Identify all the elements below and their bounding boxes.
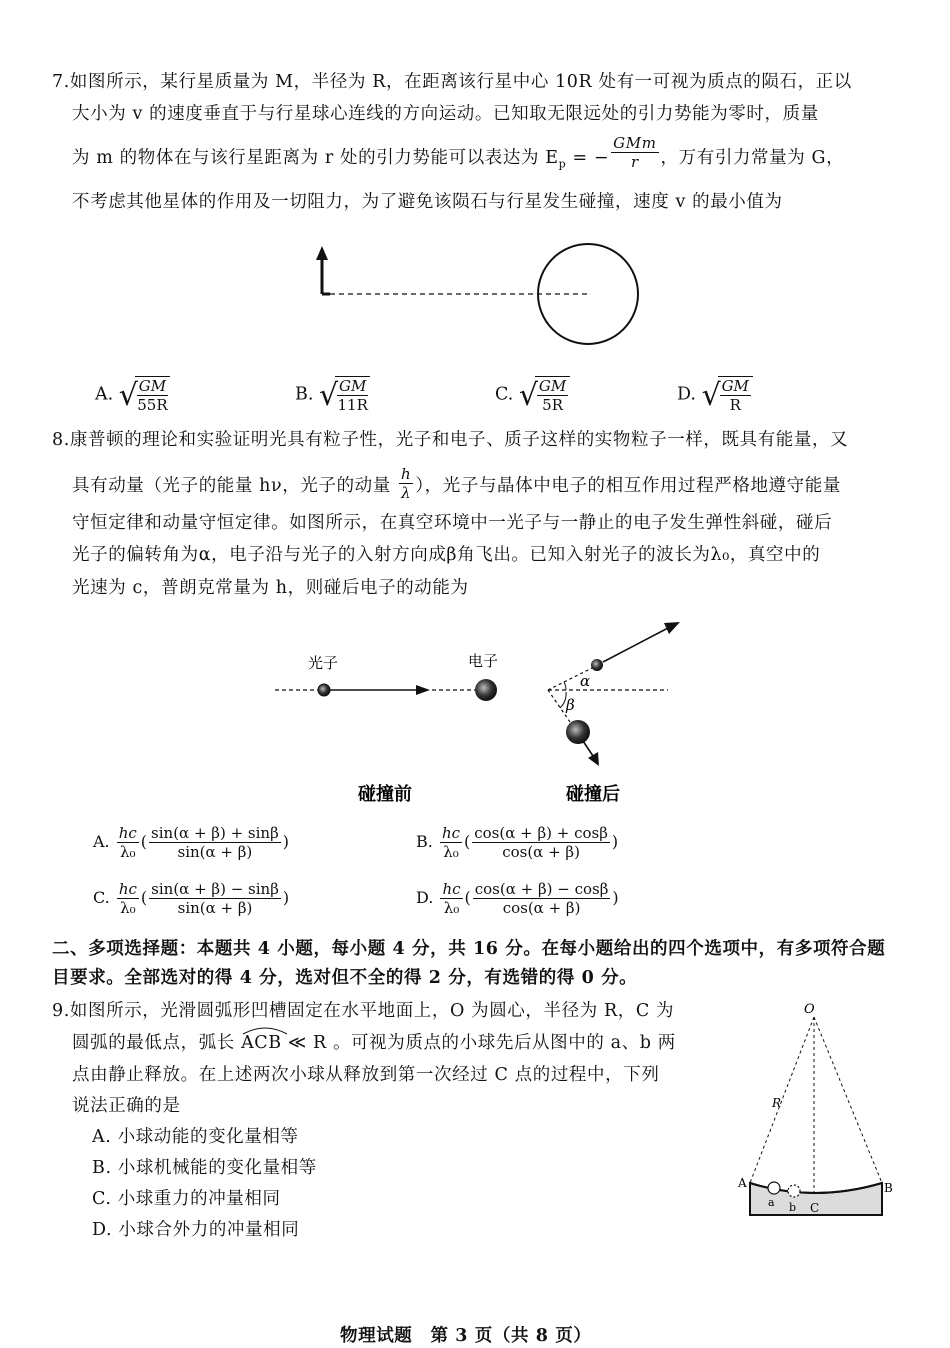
electron-particle bbox=[475, 679, 497, 701]
q7-line3-text: 为 m 的物体在与该行星距离为 r 处的引力势能可以表达为 E bbox=[72, 148, 559, 168]
q8-option-b-label: B. bbox=[416, 832, 433, 851]
q8-option-a-pre-den: λ₀ bbox=[120, 843, 136, 861]
scattered-photon bbox=[591, 659, 603, 671]
q8-line3: 守恒定律和动量守恒定律。如图所示，在真空环境中一光子与一静止的电子发生弹性斜碰，碰后 bbox=[72, 513, 833, 533]
ball-a bbox=[768, 1182, 780, 1194]
section2-line2: 目要求。全部选对的得 4 分，选对但不全的得 2 分，有选错的得 0 分。 bbox=[52, 968, 638, 988]
q8-option-c-label: C. bbox=[93, 888, 110, 907]
photon-label: 光子 bbox=[308, 654, 339, 672]
q8-line5: 光速为 c，普朗克常量为 h，则碰后电子的动能为 bbox=[72, 578, 469, 598]
q8-option-a-pre-num: hc bbox=[118, 824, 137, 842]
q8-option-a[interactable]: A. $\frac{hc}{\text{λ₀}}$ ( $\frac{\sin(\alpha + \beta) + \sin\beta}{\sin(\alpha + \beta)}$ ) bbox=[93, 824, 289, 861]
point-a-upper-label: A bbox=[738, 1176, 747, 1190]
q7-frac-den: r bbox=[630, 153, 639, 171]
electron-label: 电子 bbox=[468, 652, 499, 670]
q8-option-b[interactable]: B. $\frac{hc}{\text{λ₀}}$ ( $\frac{\cos(\alpha + \beta) + \cos\beta}{\cos(\alpha + \beta)}$ ) bbox=[416, 824, 619, 861]
velocity-arrow bbox=[316, 246, 330, 294]
q8-line2 bbox=[72, 465, 841, 505]
planet-circle bbox=[538, 244, 638, 344]
q9-figure bbox=[730, 995, 905, 1225]
section2-line1: 二、多项选择题：本题共 4 小题，每小题 4 分，共 16 分。在每小题给出的四个选项中，有多项符合题 bbox=[52, 939, 886, 959]
q9-line2-text: 圆弧的最低点，弧长 bbox=[72, 1033, 242, 1053]
point-b-label: b bbox=[789, 1201, 797, 1214]
q7-option-b[interactable] bbox=[295, 376, 370, 414]
q9-option-b[interactable]: B. 小球机械能的变化量相等 bbox=[92, 1158, 317, 1178]
recoil-electron-arrow bbox=[583, 741, 593, 756]
q7-option-a-label: A. bbox=[95, 384, 114, 405]
q7-frac-num: GMm bbox=[613, 134, 657, 152]
q7-option-d-sqrt: √ $\frac{GM}{R}$ bbox=[702, 376, 753, 414]
q8-figure bbox=[270, 610, 690, 810]
point-b-upper-label: B bbox=[884, 1181, 893, 1195]
q7-potential-fraction bbox=[611, 134, 658, 171]
q8-line2-text: 具有动量（光子的能量 hν，光子的动量 bbox=[72, 476, 398, 496]
q7-option-c[interactable] bbox=[495, 376, 570, 414]
q7-option-c-label: C. bbox=[495, 384, 514, 405]
radius-right bbox=[814, 1017, 882, 1183]
q8-option-b-den: cos(α + β) bbox=[502, 843, 580, 861]
q9-option-c[interactable]: C. 小球重力的冲量相同 bbox=[92, 1189, 281, 1209]
ball-b bbox=[788, 1185, 800, 1197]
q8-option-a-label: A. bbox=[93, 832, 110, 851]
before-label: 碰撞前 bbox=[358, 784, 412, 805]
q8-line4: 光子的偏转角为α，电子沿与光子的入射方向成β角飞出。已知入射光子的波长为λ₀，真空中的 bbox=[72, 545, 821, 565]
q7-option-c-sqrt: √ $\frac{GM}{5R}$ bbox=[519, 376, 570, 414]
photon-particle bbox=[318, 684, 330, 696]
q9-option-d[interactable]: D. 小球合外力的冲量相同 bbox=[92, 1220, 300, 1240]
q7-ep-subscript: p bbox=[558, 157, 567, 171]
q7-figure bbox=[300, 240, 660, 350]
q8-option-d-label: D. bbox=[416, 888, 434, 907]
q7-option-c-den: 5R bbox=[542, 396, 564, 414]
q9-arc-label: ACB bbox=[241, 1033, 282, 1053]
q8-option-c[interactable]: C. $\frac{hc}{\text{λ₀}}$ ( $\frac{\sin(\alpha + \beta) - \sin\beta}{\sin(\alpha + \beta)}$ ) bbox=[93, 880, 290, 917]
q9-option-a[interactable]: A. 小球动能的变化量相等 bbox=[92, 1127, 299, 1147]
q8-line1: 8.康普顿的理论和实验证明光具有粒子性，光子和电子、质子这样的实物粒子一样，既具有能量，又 bbox=[52, 430, 849, 450]
q8-option-d-pre-num: hc bbox=[442, 880, 461, 898]
q7-option-a-num: GM bbox=[138, 377, 167, 395]
q9-line4: 说法正确的是 bbox=[72, 1096, 181, 1116]
recoil-electron bbox=[566, 720, 590, 744]
q7-option-a-sqrt: √ $\frac{GM}{55R}$ bbox=[119, 376, 170, 414]
q7-line2: 大小为 v 的速度垂直于与行星球心连线的方向运动。已知取无限远处的引力势能为零时，质量 bbox=[72, 104, 819, 124]
q8-momentum-fraction bbox=[399, 465, 413, 502]
q7-line3-tail: ，万有引力常量为 G， bbox=[660, 148, 845, 168]
q8-option-b-pre-num: hc bbox=[441, 824, 460, 842]
beta-label: β bbox=[566, 696, 575, 714]
q8-option-a-num: sin(α + β) + sinβ bbox=[151, 824, 279, 842]
q8-frac-den: λ bbox=[401, 484, 412, 502]
q8-option-c-pre-den: λ₀ bbox=[120, 899, 136, 917]
radius-left bbox=[750, 1017, 814, 1183]
q7-line1: 7.如图所示，某行星质量为 M，半径为 R，在距离该行星中心 10R 处有一可视为质点的陨石，正以 bbox=[52, 72, 852, 92]
radius-r-label: R bbox=[772, 1096, 782, 1110]
q8-option-d-num: cos(α + β) − cosβ bbox=[474, 880, 609, 898]
q7-option-b-num: GM bbox=[339, 377, 367, 395]
q9-line1: 9.如图所示，光滑圆弧形凹槽固定在水平地面上，O 为圆心，半径为 R，C 为 bbox=[52, 1001, 675, 1021]
q8-option-b-pre-den: λ₀ bbox=[443, 843, 459, 861]
q8-option-d-den: cos(α + β) bbox=[502, 899, 581, 917]
center-o-label: O bbox=[804, 1002, 815, 1017]
q7-option-a-den: 55R bbox=[137, 396, 168, 414]
q7-option-b-den: 11R bbox=[337, 396, 368, 414]
q7-option-b-label: B. bbox=[295, 384, 314, 405]
point-c-label: C bbox=[810, 1201, 820, 1215]
q9-line2-tail: ≪ R 。可视为质点的小球先后从图中的 a、b 两 bbox=[281, 1033, 676, 1053]
alpha-label: α bbox=[580, 672, 591, 690]
q8-option-b-num: cos(α + β) + cosβ bbox=[474, 824, 608, 842]
q9-arc-symbol bbox=[241, 1031, 282, 1055]
q9-line3: 点由静止释放。在上述两次小球从释放到第一次经过 C 点的过程中，下列 bbox=[72, 1065, 660, 1085]
q8-option-c-den: sin(α + β) bbox=[177, 899, 253, 917]
q7-option-d-num: GM bbox=[721, 377, 749, 395]
q8-option-d[interactable]: D. $\frac{hc}{\text{λ₀}}$ ( $\frac{\cos(\alpha + \beta) - \cos\beta}{\cos(\alpha + \beta)}$ ) bbox=[416, 880, 619, 917]
q9-line2 bbox=[72, 1031, 676, 1055]
q8-option-a-den: sin(α + β) bbox=[177, 843, 253, 861]
q7-line3-eq: = − bbox=[566, 148, 610, 168]
q8-option-c-pre-num: hc bbox=[118, 880, 137, 898]
q8-option-d-pre-den: λ₀ bbox=[443, 899, 460, 917]
q7-line4: 不考虑其他星体的作用及一切阻力，为了避免该陨石与行星发生碰撞，速度 v 的最小值为 bbox=[72, 192, 783, 212]
page-footer: 物理试题 第 3 页（共 8 页） bbox=[340, 1326, 592, 1346]
q7-option-a[interactable] bbox=[95, 376, 170, 414]
q8-frac-num: h bbox=[401, 465, 412, 483]
point-a-label: a bbox=[768, 1196, 775, 1209]
q8-option-c-num: sin(α + β) − sinβ bbox=[151, 880, 279, 898]
q7-option-d-label: D. bbox=[677, 384, 696, 405]
q7-option-c-num: GM bbox=[538, 377, 567, 395]
q7-option-d-den: R bbox=[729, 396, 741, 414]
q8-line2-tail: ），光子与晶体中电子的相互作用过程严格地遵守能量 bbox=[415, 476, 841, 496]
after-label: 碰撞后 bbox=[566, 784, 620, 805]
q7-option-d[interactable] bbox=[677, 376, 753, 414]
scattered-photon-arrow bbox=[603, 628, 668, 662]
q7-option-b-sqrt: √ $\frac{GM}{11R}$ bbox=[319, 376, 370, 414]
q7-line3 bbox=[72, 134, 845, 177]
